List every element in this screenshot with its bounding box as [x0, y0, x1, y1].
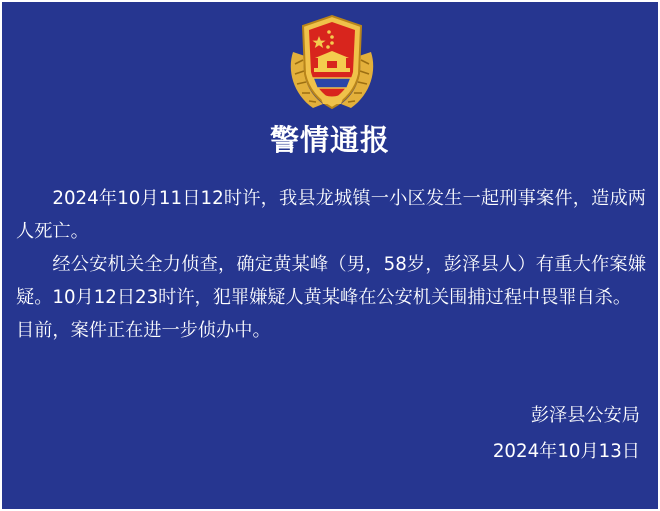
notice-title: 警情通报 — [269, 123, 390, 157]
issue-date: 2024年10月13日 — [492, 441, 640, 462]
issuer-name: 彭泽县公安局 — [530, 405, 640, 426]
police-notice-card — [2, 2, 658, 509]
notice-paragraph-3: 目前，案件正在进一步侦办中。 — [16, 320, 271, 341]
notice-paragraph-1: 2024年10月11日12时许，我县龙城镇一小区发生一起刑事案件，造成两人死亡。 — [16, 188, 646, 242]
notice-body — [16, 182, 646, 347]
police-emblem-icon — [283, 12, 381, 116]
notice-paragraph-2: 经公安机关全力侦查，确定黄某峰（男，58岁，彭泽县人）有重大作案嫌疑。10月12日23时许，犯罪嫌疑人黄某峰在公安机关围捕过程中畏罪自杀。 — [16, 254, 646, 308]
